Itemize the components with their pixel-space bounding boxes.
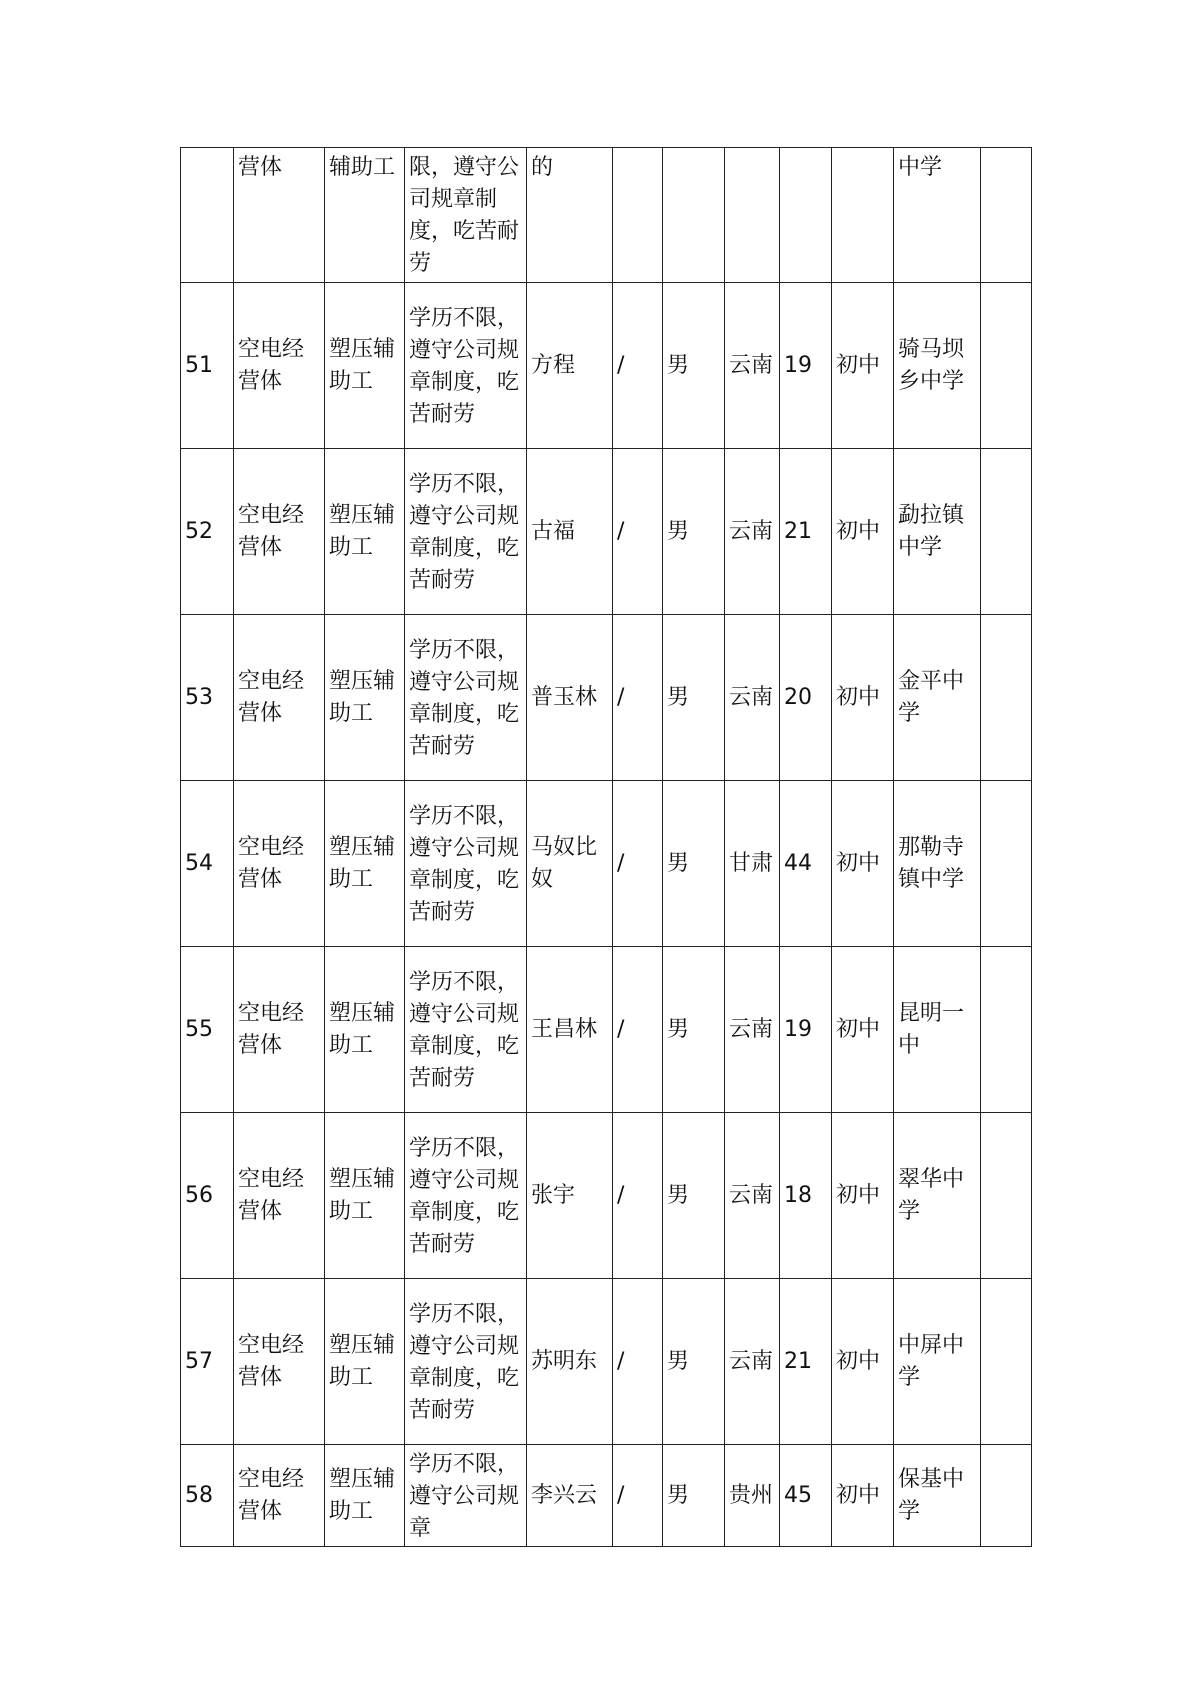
cell-unit [234, 1279, 325, 1445]
table-row [181, 283, 1032, 449]
unit-text: 营体 [238, 155, 283, 180]
cell-gender [663, 947, 725, 1113]
requirement-text: 学历不限，遵守公司规章制度，吃苦耐劳 [409, 1135, 520, 1257]
roster-table [180, 147, 1032, 1547]
cell-note [981, 1279, 1032, 1445]
education-text: 初中 [836, 518, 881, 544]
age-text: 21 [784, 1348, 812, 1374]
cell-gender [663, 283, 725, 449]
cell-origin [725, 615, 780, 781]
position-text: 塑压辅助工 [329, 1000, 396, 1058]
cell-col6 [613, 947, 663, 1113]
cell-unit [234, 148, 325, 283]
cell-origin [725, 1445, 780, 1547]
position-text: 塑压辅助工 [329, 502, 396, 560]
cell-no [181, 615, 234, 781]
origin-text: 甘肃 [729, 850, 774, 876]
school-text: 中屏中学 [898, 1332, 965, 1390]
table-row [181, 947, 1032, 1113]
cell-gender [663, 615, 725, 781]
gender-text: 男 [667, 1182, 690, 1208]
requirement-text: 学历不限，遵守公司规章制度，吃苦耐劳 [409, 1301, 520, 1423]
age-text: 20 [784, 684, 812, 710]
cell-origin [725, 283, 780, 449]
cell-education [832, 1113, 894, 1279]
cell-requirement [405, 1113, 527, 1279]
cell-age [780, 1279, 832, 1445]
unit-text: 空电经营体 [238, 1000, 305, 1058]
no-text: 53 [185, 684, 213, 710]
cell-position [325, 449, 405, 615]
name-text: 的 [531, 155, 554, 180]
cell-unit [234, 1445, 325, 1547]
cell-gender [663, 449, 725, 615]
no-text: 58 [185, 1482, 213, 1508]
col6-text: / [617, 1348, 625, 1374]
cell-position [325, 148, 405, 283]
no-text: 54 [185, 850, 213, 876]
education-text: 初中 [836, 1482, 881, 1508]
table-row [181, 781, 1032, 947]
cell-education [832, 781, 894, 947]
origin-text: 云南 [729, 1348, 774, 1374]
cell-requirement [405, 781, 527, 947]
cell-school [894, 283, 981, 449]
cell-col6 [613, 1279, 663, 1445]
cell-requirement [405, 449, 527, 615]
cell-position [325, 947, 405, 1113]
cell-requirement [405, 1445, 527, 1547]
cell-requirement [405, 947, 527, 1113]
unit-text: 空电经营体 [238, 1166, 305, 1224]
no-text: 55 [185, 1016, 213, 1042]
table-row [181, 1279, 1032, 1445]
cell-no [181, 449, 234, 615]
cell-name [527, 781, 613, 947]
origin-text: 云南 [729, 684, 774, 710]
gender-text: 男 [667, 1482, 690, 1508]
no-text: 57 [185, 1348, 213, 1374]
cell-education [832, 615, 894, 781]
cell-col6 [613, 1113, 663, 1279]
age-text: 19 [784, 1016, 812, 1042]
cell-origin [725, 947, 780, 1113]
position-text: 辅助工 [329, 155, 396, 180]
cell-name [527, 615, 613, 781]
school-text: 昆明一中 [898, 1000, 965, 1058]
position-text: 塑压辅助工 [329, 834, 396, 892]
cell-school [894, 449, 981, 615]
cell-education [832, 947, 894, 1113]
cell-name [527, 1445, 613, 1547]
table-row [181, 1113, 1032, 1279]
education-text: 初中 [836, 684, 881, 710]
cell-no [181, 1445, 234, 1547]
col6-text: / [617, 850, 625, 876]
cell-gender [663, 1113, 725, 1279]
gender-text: 男 [667, 1016, 690, 1042]
col6-text: / [617, 1482, 625, 1508]
cell-age [780, 283, 832, 449]
cell-name [527, 1113, 613, 1279]
cell-col6 [613, 781, 663, 947]
school-text: 骑马坝乡中学 [898, 336, 965, 394]
cell-position [325, 781, 405, 947]
table-row [181, 615, 1032, 781]
cell-origin [725, 148, 780, 283]
age-text: 18 [784, 1182, 812, 1208]
cell-school [894, 615, 981, 781]
table-row [181, 449, 1032, 615]
unit-text: 空电经营体 [238, 668, 305, 726]
cell-school [894, 1445, 981, 1547]
requirement-text: 限，遵守公司规章制度，吃苦耐劳 [409, 155, 520, 276]
cell-col6 [613, 148, 663, 283]
name-text: 古福 [531, 518, 576, 544]
cell-gender [663, 148, 725, 283]
cell-gender [663, 1279, 725, 1445]
cell-requirement [405, 1279, 527, 1445]
cell-school [894, 781, 981, 947]
cell-note [981, 1445, 1032, 1547]
gender-text: 男 [667, 518, 690, 544]
cell-age [780, 1445, 832, 1547]
cell-no [181, 148, 234, 283]
age-text: 44 [784, 850, 812, 876]
table-row [181, 1445, 1032, 1547]
requirement-text: 学历不限，遵守公司规章制度，吃苦耐劳 [409, 803, 520, 925]
cell-no [181, 1113, 234, 1279]
cell-age [780, 1113, 832, 1279]
cell-no [181, 283, 234, 449]
cell-note [981, 1113, 1032, 1279]
cell-note [981, 781, 1032, 947]
col6-text: / [617, 684, 625, 710]
table-row-continued [181, 148, 1032, 283]
name-text: 苏明东 [531, 1348, 598, 1374]
gender-text: 男 [667, 684, 690, 710]
origin-text: 云南 [729, 1182, 774, 1208]
cell-age [780, 148, 832, 283]
cell-note [981, 148, 1032, 283]
cell-gender [663, 1445, 725, 1547]
requirement-text: 学历不限，遵守公司规章制度，吃苦耐劳 [409, 637, 520, 759]
cell-position [325, 615, 405, 781]
cell-position [325, 1279, 405, 1445]
cell-no [181, 781, 234, 947]
cell-name [527, 947, 613, 1113]
table-body [181, 148, 1032, 1547]
cell-education [832, 148, 894, 283]
col6-text: / [617, 518, 625, 544]
name-text: 李兴云 [531, 1482, 598, 1508]
school-text: 勐拉镇中学 [898, 502, 965, 560]
position-text: 塑压辅助工 [329, 1166, 396, 1224]
name-text: 王昌林 [531, 1016, 598, 1042]
cell-name [527, 283, 613, 449]
origin-text: 云南 [729, 518, 774, 544]
cell-education [832, 283, 894, 449]
cell-note [981, 947, 1032, 1113]
cell-school [894, 1279, 981, 1445]
cell-position [325, 1113, 405, 1279]
requirement-text: 学历不限，遵守公司规章制度，吃苦耐劳 [409, 969, 520, 1091]
unit-text: 空电经营体 [238, 1466, 305, 1524]
no-text: 51 [185, 352, 213, 378]
cell-no [181, 947, 234, 1113]
cell-education [832, 1279, 894, 1445]
requirement-text: 学历不限，遵守公司规章 [409, 1451, 520, 1541]
cell-age [780, 449, 832, 615]
education-text: 初中 [836, 352, 881, 378]
cell-no [181, 1279, 234, 1445]
cell-age [780, 781, 832, 947]
cell-gender [663, 781, 725, 947]
gender-text: 男 [667, 352, 690, 378]
position-text: 塑压辅助工 [329, 668, 396, 726]
col6-text: / [617, 1016, 625, 1042]
cell-requirement [405, 615, 527, 781]
school-text: 中学 [898, 155, 943, 180]
cell-col6 [613, 615, 663, 781]
origin-text: 云南 [729, 1016, 774, 1042]
requirement-text: 学历不限，遵守公司规章制度，吃苦耐劳 [409, 471, 520, 593]
cell-unit [234, 283, 325, 449]
age-text: 19 [784, 352, 812, 378]
unit-text: 空电经营体 [238, 834, 305, 892]
education-text: 初中 [836, 850, 881, 876]
origin-text: 贵州 [729, 1482, 774, 1508]
cell-col6 [613, 1445, 663, 1547]
cell-requirement [405, 283, 527, 449]
gender-text: 男 [667, 1348, 690, 1374]
cell-unit [234, 449, 325, 615]
cell-origin [725, 1279, 780, 1445]
position-text: 塑压辅助工 [329, 1332, 396, 1390]
name-text: 普玉林 [531, 684, 598, 710]
col6-text: / [617, 1182, 625, 1208]
cell-school [894, 947, 981, 1113]
cell-education [832, 449, 894, 615]
cell-origin [725, 1113, 780, 1279]
cell-origin [725, 781, 780, 947]
col6-text: / [617, 352, 625, 378]
cell-name [527, 148, 613, 283]
cell-school [894, 148, 981, 283]
cell-note [981, 449, 1032, 615]
cell-unit [234, 781, 325, 947]
age-text: 45 [784, 1482, 812, 1508]
position-text: 塑压辅助工 [329, 1466, 396, 1524]
school-text: 翠华中学 [898, 1166, 965, 1224]
origin-text: 云南 [729, 352, 774, 378]
cell-unit [234, 1113, 325, 1279]
education-text: 初中 [836, 1016, 881, 1042]
name-text: 张宇 [531, 1182, 576, 1208]
cell-position [325, 283, 405, 449]
cell-col6 [613, 283, 663, 449]
school-text: 保基中学 [898, 1466, 965, 1524]
cell-unit [234, 947, 325, 1113]
unit-text: 空电经营体 [238, 1332, 305, 1390]
no-text: 52 [185, 518, 213, 544]
cell-requirement [405, 148, 527, 283]
cell-unit [234, 615, 325, 781]
age-text: 21 [784, 518, 812, 544]
cell-school [894, 1113, 981, 1279]
school-text: 那勒寺镇中学 [898, 834, 965, 892]
cell-name [527, 449, 613, 615]
cell-col6 [613, 449, 663, 615]
school-text: 金平中学 [898, 668, 965, 726]
name-text: 马奴比奴 [531, 834, 598, 892]
education-text: 初中 [836, 1348, 881, 1374]
cell-origin [725, 449, 780, 615]
requirement-text: 学历不限，遵守公司规章制度，吃苦耐劳 [409, 305, 520, 427]
cell-note [981, 283, 1032, 449]
no-text: 56 [185, 1182, 213, 1208]
gender-text: 男 [667, 850, 690, 876]
cell-note [981, 615, 1032, 781]
cell-age [780, 615, 832, 781]
unit-text: 空电经营体 [238, 336, 305, 394]
unit-text: 空电经营体 [238, 502, 305, 560]
position-text: 塑压辅助工 [329, 336, 396, 394]
cell-name [527, 1279, 613, 1445]
name-text: 方程 [531, 352, 576, 378]
cell-position [325, 1445, 405, 1547]
cell-education [832, 1445, 894, 1547]
cell-age [780, 947, 832, 1113]
education-text: 初中 [836, 1182, 881, 1208]
